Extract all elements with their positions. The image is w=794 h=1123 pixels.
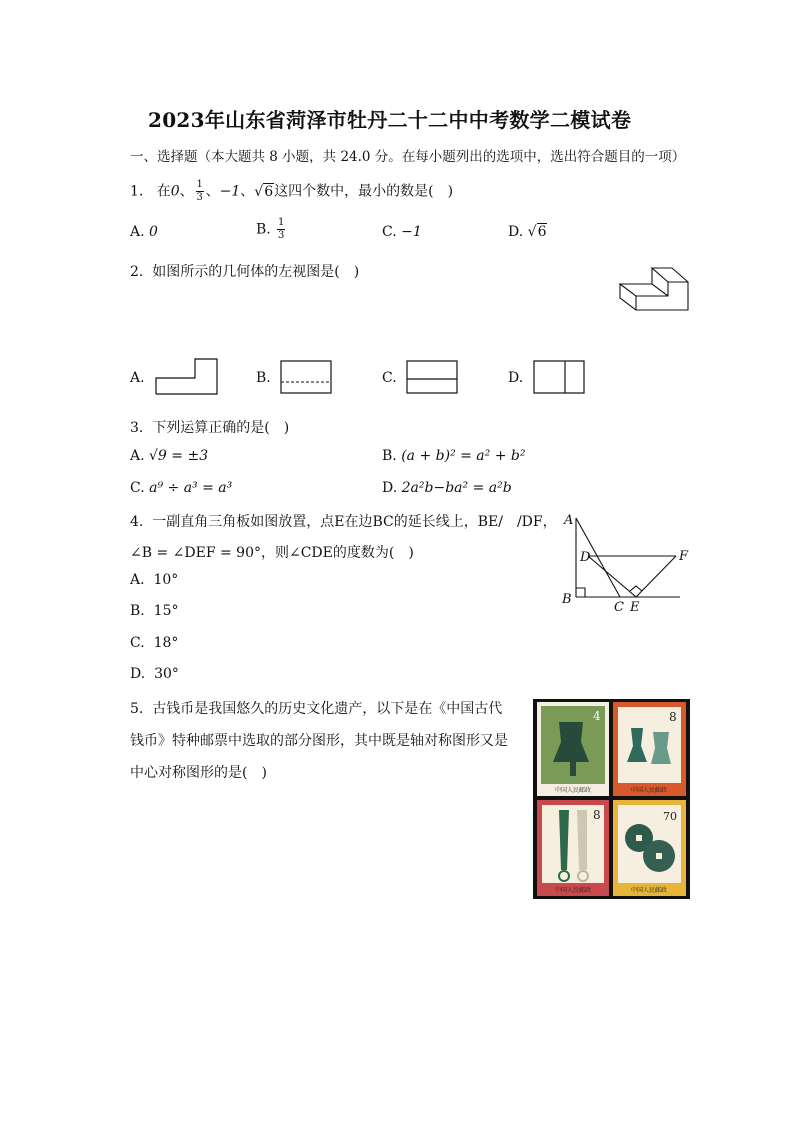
numerator: 1 [196,179,203,190]
option-expression: a⁹ ÷ a³ = a³ [149,480,233,496]
question-1 [130,180,453,203]
sqrt-expression: √6 [254,183,274,200]
point-label-a: A [564,513,574,528]
question-number: 5. [130,701,144,717]
q4-triangle-figure [558,508,698,616]
separator: 、 [179,183,194,200]
option-label: C. [382,370,397,386]
stamp-denomination: 70 [663,810,677,823]
option-label: D. [130,666,146,682]
question-text: 一副直角三角板如图放置，点E在边BC的延长线上，BE/ /DF， [152,514,557,530]
option-value: 0 [149,224,158,240]
q2-solid-figure [616,262,692,314]
option-label: A. [130,370,145,386]
math-zero: 0 [170,183,180,200]
question-number: 3. [130,420,144,436]
stamp-denomination: 4 [593,709,601,723]
math-neg-one: −1 [219,183,241,200]
question-text: 古钱币是我国悠久的历史文化遗产，以下是在《中国古代 [152,701,503,717]
q2-option-a-figure [155,358,219,396]
stamp-denomination: 8 [593,808,601,822]
option-label: D. [508,224,524,240]
stamp-denomination: 8 [669,710,677,724]
option-label: A. [130,448,145,464]
option-value: −1 [401,224,422,240]
q4-option-d[interactable] [130,666,179,682]
q3-option-b[interactable] [382,448,525,464]
point-label-e: E [630,600,640,615]
stamp-3 [537,800,609,896]
q2-option-c[interactable] [382,370,397,386]
q1-option-a[interactable] [130,224,158,240]
option-label: D. [508,370,524,386]
q2-option-a[interactable] [130,370,145,386]
stamps-image [533,699,690,899]
q3-option-d[interactable] [382,480,512,496]
option-expression: 2a²b−ba² = a²b [401,480,512,496]
separator: 、 [240,183,255,200]
option-label: B. [382,448,397,464]
question-2 [130,261,359,281]
question-text: 如图所示的几何体的左视图是( ) [152,264,360,280]
q2-option-d[interactable] [508,370,523,386]
question-text: 在 [156,183,171,200]
question-text: 中心对称图形的是( ) [130,765,267,781]
option-label: A. [130,572,145,588]
stamp-caption: 中国人民邮政 [554,787,592,794]
question-5-line3 [130,762,267,782]
question-4-line2 [130,542,414,562]
stamp-2 [613,702,686,796]
section-header: 一、选择题（本大题共 8 小题，共 24.0 分。在每小题列出的选项中，选出符合题目的一项） [130,149,686,165]
numerator: 1 [278,217,285,228]
option-expression: (a + b)² = a² + b² [401,448,526,464]
question-4 [130,511,557,531]
question-number: 4. [130,514,144,530]
option-label: A. [130,224,145,240]
question-5 [130,698,502,718]
question-number: 1. [130,183,144,200]
question-text: 钱币》特种邮票中选取的部分图形，其中既是轴对称图形又是 [130,733,508,749]
q4-option-b[interactable] [130,603,178,619]
option-expression: √9 = ±3 [149,448,209,464]
option-value: 10° [153,572,179,588]
q1-option-d[interactable] [508,224,547,240]
fraction [196,180,204,203]
option-label: C. [382,224,397,240]
stamp-caption: 中国人民邮政 [630,787,668,794]
q3-option-c[interactable] [130,480,232,496]
q1-option-b[interactable] [256,218,287,241]
stamp-caption: 中国人民邮政 [554,887,592,894]
sqrt-expression: √6 [527,224,547,240]
q2-option-b[interactable] [256,370,271,386]
denominator: 3 [196,192,203,203]
q2-option-b-figure [280,360,332,394]
option-value: 18° [153,635,179,651]
point-label-b: B [562,592,572,607]
option-label: B. [130,603,145,619]
q3-option-a[interactable] [130,448,208,464]
question-text: ∠B = ∠DEF = 90°，则∠CDE的度数为( ) [130,545,414,561]
question-text: 这四个数中，最小的数是( ) [274,183,454,200]
fraction [277,218,285,241]
option-label: B. [256,370,271,386]
stamp-caption: 中国人民邮政 [630,887,668,894]
q4-option-a[interactable] [130,572,178,588]
radicand: 6 [537,224,547,240]
q2-option-d-figure [533,360,585,394]
stamp-4 [613,800,686,896]
point-label-d: D [580,550,591,565]
question-3 [130,417,289,437]
page-title: 2023年山东省菏泽市牡丹二十二中中考数学二模试卷 [148,108,632,132]
option-value: 15° [153,603,179,619]
question-5-line2 [130,730,508,750]
q2-option-c-figure [406,360,458,394]
separator: 、 [205,183,220,200]
question-number: 2. [130,264,144,280]
point-label-f: F [679,549,689,564]
option-label: C. [130,635,145,651]
option-value: 30° [154,666,179,682]
radicand: 6 [264,183,274,200]
stamp-1 [537,702,609,796]
q4-option-c[interactable] [130,635,178,651]
denominator: 3 [278,230,285,241]
q1-option-c[interactable] [382,224,422,240]
question-text: 下列运算正确的是( ) [152,420,290,436]
option-label: C. [130,480,145,496]
option-label: D. [382,480,398,496]
option-label: B. [256,221,271,238]
point-label-c: C [614,600,624,615]
